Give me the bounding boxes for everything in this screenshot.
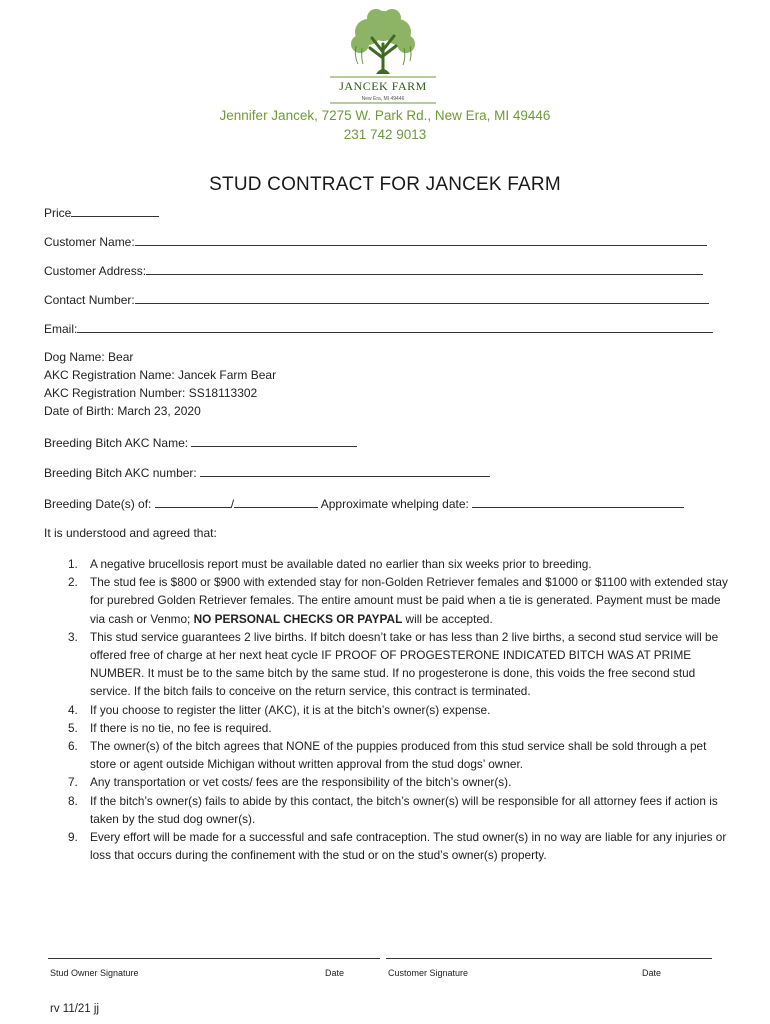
term-text: The owner(s) of the bitch agrees that NONE of the puppies produced from this stud service shall be sold through a pet store or agent outside Michigan without written approval from the stud dogs’ owner.	[90, 739, 707, 772]
bitch-name-label: Breeding Bitch AKC Name:	[44, 436, 189, 450]
customer-name-blank[interactable]	[135, 234, 707, 246]
term-text: will be accepted.	[402, 611, 493, 626]
customer-address-blank[interactable]	[146, 263, 703, 275]
akc-registration-number: AKC Registration Number: SS18113302	[44, 386, 258, 400]
bitch-number-field[interactable]	[44, 465, 490, 480]
term-number: 2.	[68, 575, 78, 590]
term-number: 7.	[68, 775, 78, 790]
bitch-name-blank[interactable]	[191, 435, 357, 447]
contract-title: STUD CONTRACT FOR JANCEK FARM	[209, 174, 561, 195]
breeding-dates-field[interactable]	[44, 496, 684, 511]
term-number: 4.	[68, 702, 78, 717]
customer-address-label: Customer Address:	[44, 264, 147, 278]
customer-signature-label: Customer Signature	[388, 968, 469, 978]
term-item	[44, 773, 734, 791]
dog-name: Dog Name: Bear	[44, 350, 134, 364]
contact-number-field[interactable]	[44, 292, 709, 307]
customer-name-label: Customer Name:	[44, 235, 135, 249]
date-separator: /	[230, 497, 235, 511]
svg-text:JANCEK FARM: JANCEK FARM	[339, 79, 427, 93]
contact-number-label: Contact Number:	[44, 293, 135, 307]
term-item	[44, 719, 734, 737]
bitch-name-field[interactable]	[44, 435, 357, 450]
farm-address: Jennifer Jancek, 7275 W. Park Rd., New Era, MI 49446	[219, 108, 551, 123]
akc-registration-name: AKC Registration Name: Jancek Farm Bear	[44, 368, 277, 382]
farm-logo	[326, 4, 440, 104]
customer-address-field[interactable]	[44, 263, 703, 278]
term-text: If there is no tie, no fee is required.	[90, 720, 272, 735]
term-item	[44, 628, 734, 701]
term-number: 3.	[68, 629, 78, 644]
term-number: 1.	[68, 557, 78, 571]
price-field[interactable]	[44, 205, 159, 220]
customer-name-field[interactable]	[44, 234, 707, 249]
term-text: Any transportation or vet costs/ fees are the responsibility of the bitch’s owner(s).	[90, 775, 512, 790]
term-item	[44, 828, 734, 864]
bitch-number-label: Breeding Bitch AKC number:	[44, 466, 197, 480]
bitch-number-blank[interactable]	[200, 465, 490, 477]
price-blank[interactable]	[71, 205, 159, 217]
date-of-birth: Date of Birth: March 23, 2020	[44, 404, 201, 418]
farm-phone: 231 742 9013	[343, 127, 427, 142]
term-number: 9.	[68, 830, 78, 845]
term-item	[44, 701, 734, 719]
term-text: A negative brucellosis report must be available dated no earlier than six weeks prior to breeding.	[90, 557, 592, 571]
term-number: 5.	[68, 720, 78, 735]
term-text: Every effort will be made for a successful and safe contraception. The stud owner(s) in no way are liable for any injuries or loss that occurs during the confinement with the stud or on the stud’s owner(s) property.	[90, 830, 727, 863]
term-number: 6.	[68, 739, 78, 754]
customer-date-label: Date	[642, 968, 662, 978]
term-text: If you choose to register the litter (AKC), it is at the bitch’s owner(s) expense.	[90, 702, 491, 717]
term-number: 8.	[68, 793, 78, 808]
term-bold-text: NO PERSONAL CHECKS OR PAYPAL	[193, 611, 403, 626]
email-blank[interactable]	[77, 321, 713, 333]
revision-footer: rv 11/21 jj	[50, 1003, 100, 1015]
stud-owner-date-label: Date	[325, 968, 345, 978]
email-label: Email:	[44, 322, 78, 336]
email-field[interactable]	[44, 321, 713, 336]
breeding-dates-label: Breeding Date(s) of:	[44, 497, 152, 511]
contact-number-blank[interactable]	[135, 292, 709, 304]
breeding-date1-blank[interactable]	[155, 496, 231, 508]
price-label: Price	[44, 206, 72, 220]
term-text: If the bitch’s owner(s) fails to abide by this contact, the bitch’s owner(s) will be responsible for all attorney fees if action is taken by the stud dog owner(s).	[90, 793, 718, 826]
term-item	[44, 555, 734, 573]
stud-owner-signature-line[interactable]	[48, 958, 380, 959]
tree-logo-icon	[326, 4, 440, 104]
agreement-intro: It is understood and agreed that:	[44, 526, 217, 540]
breeding-date2-blank[interactable]	[234, 496, 318, 508]
term-item	[44, 737, 734, 773]
stud-owner-signature-label: Stud Owner Signature	[50, 968, 139, 978]
term-text: The stud fee is $800 or $900 with extended stay for non-Golden Retriever females and $1000 or $1100 with extended stay for purebred Golden Retriever females. The entire amount must be paid when a tie is generated. Payment must be made via cash or Venmo;	[90, 575, 728, 626]
whelping-blank[interactable]	[472, 496, 684, 508]
term-item	[44, 792, 734, 828]
term-item	[44, 573, 734, 628]
svg-text:New Era, MI 49446: New Era, MI 49446	[361, 96, 405, 102]
customer-signature-line[interactable]	[386, 958, 712, 959]
terms-list	[44, 555, 734, 864]
whelping-label: Approximate whelping date:	[320, 497, 469, 511]
term-text: This stud service guarantees 2 live births. If bitch doesn’t take or has less than 2 live births, a second stud service will be offered free of charge at her next heat cycle IF PROOF OF PROGESTERONE INDICATED BITCH WAS AT PRIME NUMBER. It must be to the same bitch by the same stud. If no progesterone is done, this voids the free second stud service. If the bitch fails to conceive on the return service, this contract is terminated.	[90, 629, 719, 699]
